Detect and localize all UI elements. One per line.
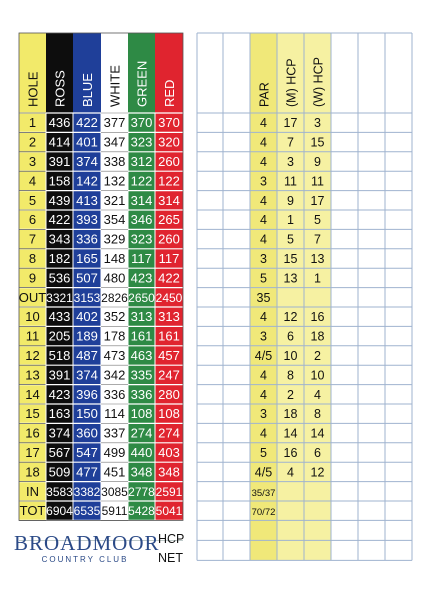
cell-blue: 360: [76, 425, 98, 441]
cell-hole: 8: [28, 251, 37, 266]
cell-hole: 17: [25, 445, 40, 460]
cell-green: 108: [130, 406, 153, 422]
cell-green: 323: [130, 231, 153, 247]
cell-w_hcp: 15: [310, 135, 325, 150]
cell-w_hcp: 6: [314, 446, 321, 460]
cell-ross: 374: [48, 425, 71, 441]
cell-par: 70/72: [251, 507, 276, 519]
cell-green: 323: [130, 134, 153, 150]
header-green: GREEN: [134, 60, 150, 107]
cell-par: 4: [260, 387, 267, 402]
cell-par: 3: [260, 174, 267, 189]
cell-w_hcp: 10: [310, 368, 325, 383]
cell-green: 423: [130, 270, 153, 286]
cell-white: 451: [103, 464, 126, 480]
cell-ross: 3583: [46, 484, 73, 499]
cell-ross: 343: [48, 231, 71, 247]
cell-blue: 189: [76, 328, 98, 344]
cell-white: 338: [103, 154, 126, 169]
cell-par: 4: [260, 135, 267, 150]
cell-m_hcp: 15: [283, 252, 298, 266]
cell-red: 457: [158, 348, 180, 363]
cell-ross: 182: [48, 251, 71, 266]
cell-green: 336: [130, 386, 153, 402]
cell-par: 4: [260, 193, 267, 208]
cell-white: 337: [103, 425, 126, 441]
cell-green: 335: [130, 367, 153, 383]
cell-par: 4: [260, 155, 267, 169]
cell-red: 260: [158, 154, 180, 169]
cell-white: 3085: [101, 484, 128, 499]
cell-par: 35: [256, 290, 271, 305]
cell-blue: 393: [76, 212, 98, 228]
cell-red: 370: [158, 115, 180, 131]
cell-w_hcp: 18: [310, 329, 325, 344]
cell-w_hcp: 5: [314, 213, 321, 228]
cell-m_hcp: 3: [287, 155, 294, 169]
cell-white: 321: [103, 192, 126, 208]
cell-hole: 3: [28, 154, 37, 169]
cell-red: 422: [158, 270, 180, 286]
cell-par: 5: [260, 271, 267, 286]
net-label: NET: [158, 551, 183, 565]
cell-green: 313: [130, 309, 153, 325]
cell-hole: 18: [25, 464, 40, 480]
cell-par: 4: [260, 426, 267, 441]
cell-par: 5: [260, 446, 267, 460]
cell-white: 5911: [101, 504, 128, 519]
cell-par: 4: [260, 368, 267, 383]
cell-white: 178: [103, 328, 126, 344]
cell-w_hcp: 12: [310, 465, 325, 480]
cell-hole: 1: [28, 115, 37, 131]
cell-green: 122: [130, 173, 153, 189]
cell-w_hcp: 16: [310, 310, 325, 325]
cell-ross: 536: [48, 270, 71, 286]
cell-w_hcp: 17: [310, 193, 325, 208]
cell-par: 4: [260, 310, 267, 325]
cell-m_hcp: 5: [287, 232, 294, 247]
cell-ross: 3321: [46, 290, 73, 305]
cell-blue: 507: [76, 270, 98, 286]
cell-blue: 413: [76, 192, 98, 208]
cell-white: 342: [103, 367, 126, 383]
cell-hole: 15: [25, 406, 40, 422]
cell-ross: 433: [48, 309, 71, 325]
cell-ross: 439: [48, 192, 71, 208]
cell-red: 313: [158, 309, 180, 325]
cell-hole: TOT: [19, 503, 46, 519]
cell-hole: 12: [25, 348, 40, 363]
cell-white: 2826: [101, 290, 128, 305]
cell-white: 354: [103, 212, 126, 228]
cell-par: 4: [260, 213, 267, 228]
cell-white: 352: [103, 309, 126, 325]
cell-m_hcp: 8: [287, 368, 294, 383]
cell-blue: 547: [76, 445, 98, 460]
cell-red: 314: [158, 192, 180, 208]
header-ross: ROSS: [52, 70, 68, 107]
cell-red: 403: [158, 445, 180, 460]
cell-red: 117: [158, 251, 180, 266]
cell-green: 274: [130, 425, 153, 441]
header-m_hcp: (M) HCP: [284, 58, 299, 107]
cell-m_hcp: 9: [287, 193, 294, 208]
cell-m_hcp: 10: [283, 349, 298, 363]
cell-blue: 336: [76, 231, 98, 247]
cell-par: 4/5: [254, 465, 273, 480]
cell-white: 473: [103, 348, 126, 363]
cell-w_hcp: 14: [310, 426, 325, 441]
cell-w_hcp: 2: [314, 349, 321, 363]
cell-green: 440: [130, 445, 153, 460]
cell-green: 312: [130, 154, 153, 169]
cell-w_hcp: 9: [314, 155, 321, 169]
cell-green: 5428: [128, 504, 155, 519]
cell-m_hcp: 18: [283, 407, 298, 422]
header-blue: BLUE: [80, 73, 95, 107]
cell-red: 247: [158, 367, 180, 383]
cell-w_hcp: 4: [314, 387, 321, 402]
cell-red: 2450: [155, 290, 183, 305]
cell-blue: 401: [76, 134, 98, 150]
cell-par: 3: [260, 252, 267, 266]
cell-hole: 11: [25, 328, 40, 344]
logo-main-text: BROADMOOR: [14, 531, 160, 555]
cell-red: 5041: [155, 504, 183, 519]
cell-par: 3: [260, 407, 267, 422]
cell-ross: 205: [48, 328, 71, 344]
cell-red: 122: [158, 173, 180, 189]
cell-green: 370: [130, 115, 153, 131]
header-white: WHITE: [107, 65, 123, 107]
cell-hole: 14: [25, 386, 40, 402]
cell-par: 3: [260, 329, 267, 344]
header-par: PAR: [257, 82, 272, 107]
cell-white: 336: [103, 386, 126, 402]
club-logo: [14, 531, 160, 566]
cell-ross: 422: [48, 212, 71, 228]
cell-green: 463: [130, 348, 153, 363]
cell-green: 348: [130, 464, 153, 480]
cell-m_hcp: 6: [287, 329, 294, 344]
cell-blue: 3153: [73, 290, 101, 305]
cell-m_hcp: 17: [283, 116, 298, 131]
cell-hole: 4: [28, 173, 37, 189]
cell-red: 2591: [155, 484, 183, 499]
cell-ross: 436: [48, 115, 71, 131]
cell-ross: 163: [48, 406, 71, 422]
cell-hole: 10: [25, 309, 40, 325]
cell-white: 480: [103, 270, 126, 286]
cell-m_hcp: 14: [283, 426, 298, 441]
cell-ross: 567: [48, 445, 71, 460]
cell-blue: 422: [76, 115, 98, 131]
cell-ross: 509: [48, 464, 71, 480]
cell-par: 4: [260, 116, 267, 131]
cell-white: 132: [103, 173, 126, 189]
cell-m_hcp: 11: [284, 174, 297, 189]
cell-white: 347: [103, 134, 126, 150]
cell-green: 117: [131, 251, 152, 266]
cell-w_hcp: 3: [314, 116, 321, 131]
cell-hole: 6: [28, 212, 37, 228]
cell-ross: 158: [48, 173, 71, 189]
cell-blue: 150: [76, 406, 98, 422]
cell-blue: 487: [76, 348, 98, 363]
cell-red: 265: [158, 212, 180, 228]
cell-par: 35/37: [251, 487, 276, 499]
cell-green: 346: [130, 212, 153, 228]
cell-green: 2650: [128, 290, 155, 305]
cell-ross: 391: [48, 154, 71, 169]
cell-ross: 518: [48, 348, 71, 363]
cell-white: 329: [103, 231, 126, 247]
cell-red: 260: [158, 231, 180, 247]
cell-red: 320: [158, 134, 180, 150]
cell-white: 148: [103, 251, 126, 266]
header-w_hcp: (W) HCP: [311, 57, 326, 107]
cell-par: 4/5: [254, 349, 273, 363]
cell-green: 314: [130, 192, 153, 208]
cell-red: 108: [158, 406, 180, 422]
cell-white: 114: [104, 406, 125, 422]
cell-ross: 391: [48, 367, 71, 383]
cell-m_hcp: 16: [283, 446, 298, 460]
cell-w_hcp: 8: [314, 407, 321, 422]
cell-par: 4: [260, 232, 267, 247]
cell-green: 2778: [128, 484, 155, 499]
cell-blue: 402: [76, 309, 98, 325]
cell-hole: 16: [25, 425, 40, 441]
cell-blue: 374: [76, 367, 98, 383]
cell-w_hcp: 7: [314, 232, 321, 247]
header-hole: HOLE: [25, 71, 41, 107]
cell-m_hcp: 1: [287, 213, 294, 228]
header-red: RED: [162, 79, 177, 107]
cell-blue: 374: [76, 154, 98, 169]
cell-m_hcp: 2: [287, 387, 294, 402]
cell-hole: IN: [26, 483, 39, 499]
cell-m_hcp: 4: [287, 465, 294, 480]
cell-ross: 6904: [46, 504, 73, 519]
cell-hole: 2: [28, 134, 37, 150]
cell-m_hcp: 13: [283, 271, 298, 286]
cell-red: 348: [158, 464, 180, 480]
cell-hole: 9: [28, 270, 37, 286]
cell-blue: 477: [76, 464, 98, 480]
cell-w_hcp: 11: [311, 174, 324, 189]
cell-w_hcp: 13: [310, 252, 325, 266]
cell-blue: 6535: [73, 504, 101, 519]
hcp-label: HCP: [158, 532, 185, 546]
cell-ross: 423: [48, 386, 71, 402]
cell-red: 274: [158, 425, 180, 441]
cell-green: 161: [130, 328, 153, 344]
cell-m_hcp: 12: [283, 310, 298, 325]
cell-white: 499: [103, 445, 126, 460]
cell-white: 377: [103, 115, 126, 131]
cell-blue: 165: [76, 251, 98, 266]
logo-sub-text: COUNTRY CLUB: [41, 555, 129, 564]
cell-hole: 5: [28, 192, 37, 208]
cell-w_hcp: 1: [314, 271, 321, 286]
cell-m_hcp: 7: [287, 135, 294, 150]
cell-blue: 396: [76, 386, 98, 402]
cell-red: 161: [158, 328, 180, 344]
cell-ross: 414: [48, 134, 71, 150]
cell-red: 280: [158, 386, 180, 402]
cell-hole: 7: [28, 231, 37, 247]
cell-hole: 13: [25, 367, 40, 383]
cell-blue: 3382: [73, 484, 101, 499]
cell-hole: OUT: [18, 289, 47, 305]
cell-blue: 142: [76, 173, 98, 189]
